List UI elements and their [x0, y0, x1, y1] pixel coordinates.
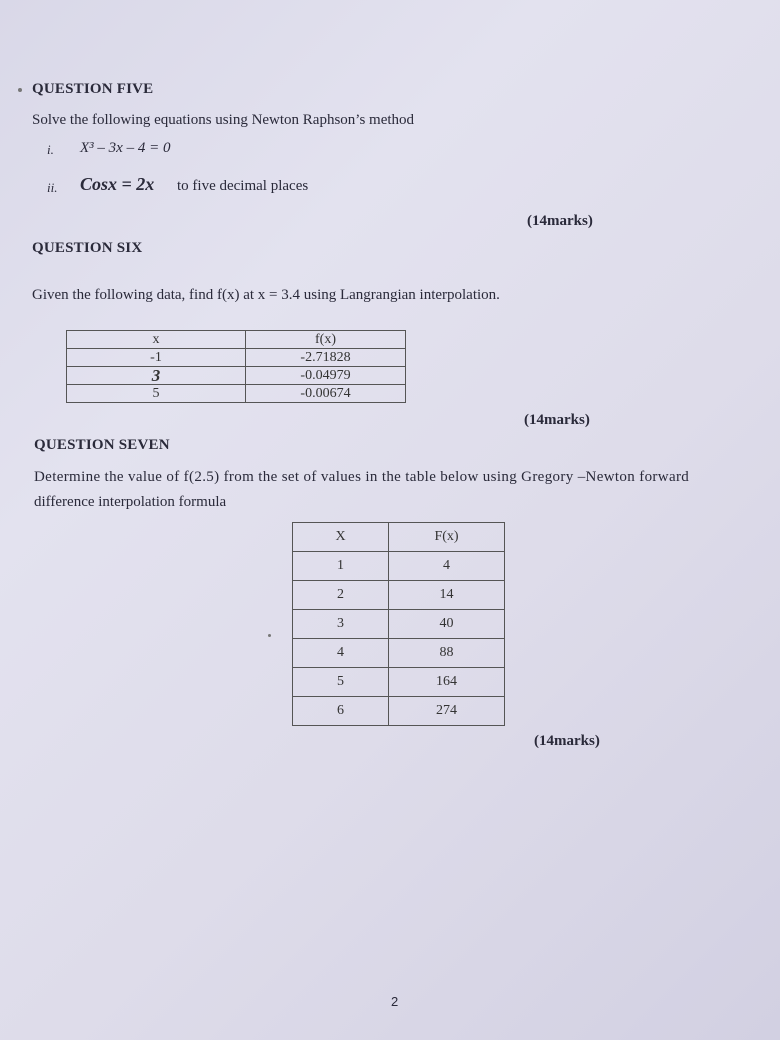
- q7-cell-x: 3: [293, 610, 389, 639]
- q5-item-2-numeral: ii.: [47, 180, 58, 195]
- table-row: [293, 639, 505, 668]
- table-row: [67, 385, 406, 403]
- q7-cell-x: 4: [293, 639, 389, 668]
- q6-table: [66, 330, 406, 403]
- q6-heading: QUESTION SIX: [32, 240, 143, 256]
- q7-table: [292, 522, 505, 726]
- q7-cell-x: 5: [293, 668, 389, 697]
- q7-instruction-line1: Determine the value of f(2.5) from the set of values in the table below using Gregory –Newton forward: [34, 469, 690, 485]
- stray-dot: [268, 634, 271, 637]
- q7-cell-fx: 4: [389, 552, 505, 581]
- q7-cell-fx: 40: [389, 610, 505, 639]
- q5-item-1-numeral: i.: [47, 142, 54, 157]
- q6-cell-fx: -0.04979: [246, 367, 406, 385]
- q7-cell-x: 6: [293, 697, 389, 726]
- bullet-mark: [18, 88, 22, 92]
- q6-cell-fx: -0.00674: [246, 385, 406, 403]
- q5-item-2-equation: Cosx = 2x: [80, 174, 155, 194]
- q6-cell-x-handwritten: 3: [67, 367, 246, 385]
- table-row: [67, 349, 406, 367]
- table-row: [293, 697, 505, 726]
- q5-instruction: Solve the following equations using Newton Raphson’s method: [32, 112, 415, 128]
- q5-marks: (14marks): [527, 213, 593, 229]
- q6-header-fx: f(x): [246, 331, 406, 349]
- q7-cell-fx: 14: [389, 581, 505, 610]
- q6-cell-x: -1: [67, 349, 246, 367]
- q5-item-1-equation: X³ – 3x – 4 = 0: [80, 140, 171, 156]
- q7-header-x: X: [293, 523, 389, 552]
- q7-header-fx: F(x): [389, 523, 505, 552]
- q7-cell-fx: 164: [389, 668, 505, 697]
- table-row: [67, 367, 406, 385]
- q7-marks: (14marks): [534, 733, 600, 749]
- table-row: [293, 581, 505, 610]
- q6-cell-fx: -2.71828: [246, 349, 406, 367]
- q5-heading: QUESTION FIVE: [32, 81, 154, 97]
- q5-item-2-suffix: to five decimal places: [177, 178, 309, 194]
- q7-cell-x: 2: [293, 581, 389, 610]
- q7-cell-fx: 88: [389, 639, 505, 668]
- q7-heading: QUESTION SEVEN: [34, 437, 170, 453]
- table-header-row: [67, 331, 406, 349]
- table-row: [293, 552, 505, 581]
- q7-cell-x: 1: [293, 552, 389, 581]
- q7-cell-fx: 274: [389, 697, 505, 726]
- q6-header-x: x: [67, 331, 246, 349]
- table-header-row: [293, 523, 505, 552]
- table-row: [293, 668, 505, 697]
- q6-marks: (14marks): [524, 412, 590, 428]
- q7-instruction-line2: difference interpolation formula: [34, 494, 227, 510]
- page-number: 2: [391, 994, 399, 1009]
- q6-cell-x: 5: [67, 385, 246, 403]
- q6-instruction: Given the following data, find f(x) at x = 3.4 using Langrangian interpolation.: [32, 287, 500, 303]
- table-row: [293, 610, 505, 639]
